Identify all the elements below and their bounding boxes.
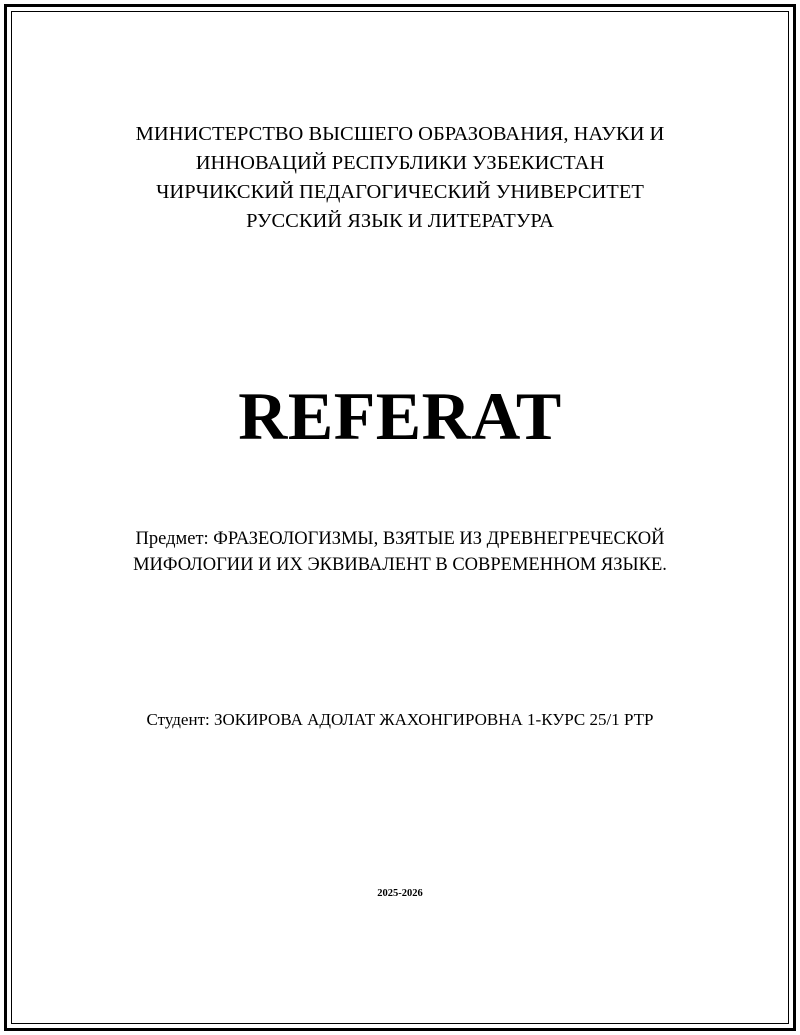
institution-header — [0, 120, 800, 236]
subject-line-2: МИФОЛОГИИ И ИХ ЭКВИВАЛЕНТ В СОВРЕМЕННОМ ЯЗЫКЕ. — [133, 555, 667, 575]
header-line-innovation: ИННОВАЦИЙ РЕСПУБЛИКИ УЗБЕКИСТАН — [195, 152, 605, 174]
academic-year: 2025-2026 — [377, 888, 423, 899]
header-line-department: РУССКИЙ ЯЗЫК И ЛИТЕРАТУРА — [246, 210, 554, 232]
subject-line-1: Предмет: ФРАЗЕОЛОГИЗМЫ, ВЗЯТЫЕ ИЗ ДРЕВНЕГРЕЧЕСКОЙ — [135, 529, 665, 549]
header-line-ministry: МИНИСТЕРСТВО ВЫСШЕГО ОБРАЗОВАНИЯ, НАУКИ И — [135, 123, 665, 145]
header-line-university: ЧИРЧИКСКИЙ ПЕДАГОГИЧЕСКИЙ УНИВЕРСИТЕТ — [156, 181, 644, 203]
document-title: REFERAT — [238, 378, 562, 454]
student-info: Студент: ЗОКИРОВА АДОЛАТ ЖАХОНГИРОВНА 1-КУРС 25/1 РТР — [146, 710, 654, 729]
subject-block — [0, 526, 800, 578]
